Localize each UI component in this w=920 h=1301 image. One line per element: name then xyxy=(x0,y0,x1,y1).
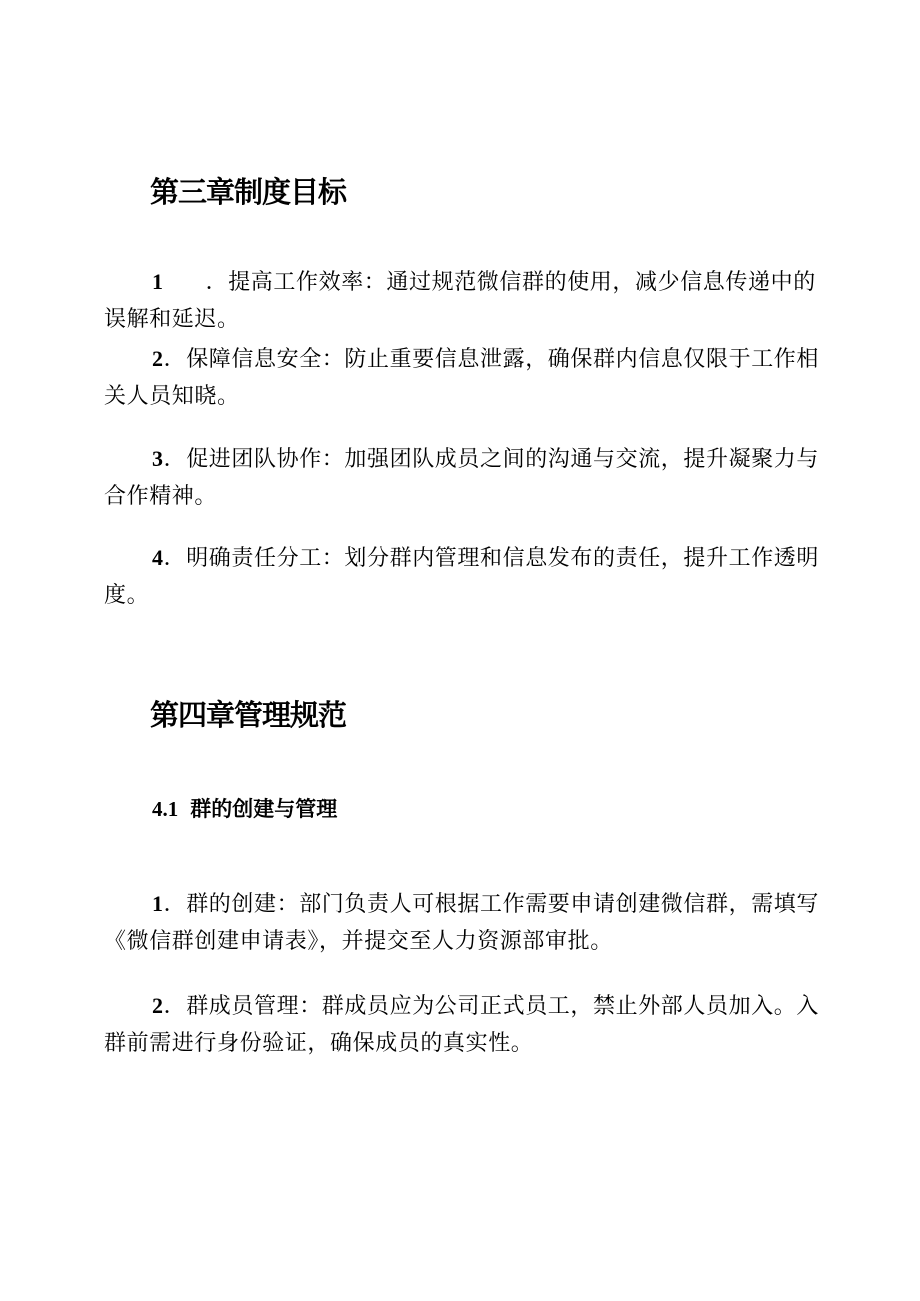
chapter-3-title: 第三章制度目标 xyxy=(150,175,347,209)
item-text: ．促进团队协作：加强团队成员之间的沟通与交流，提升凝聚力与合作精神。 xyxy=(104,447,820,509)
section-title: 群的创建与管理 xyxy=(190,796,338,821)
item-text: ．提高工作效率：通过规范微信群的使用，减少信息传递中的误解和延迟。 xyxy=(104,270,816,332)
item-number: 1 xyxy=(152,891,164,916)
section-4-1-heading xyxy=(152,794,337,824)
chapter-3-item-1 xyxy=(104,263,824,338)
chapter-4-item-1 xyxy=(104,885,824,960)
item-text: ．群成员管理：群成员应为公司正式员工，禁止外部人员加入。入群前需进行身份验证，确保成员的真实性。 xyxy=(104,994,820,1056)
item-number: 2 xyxy=(152,993,164,1018)
item-text: ．群的创建：部门负责人可根据工作需要申请创建微信群，需填写《微信群创建申请表》，并提交至人力资源部审批。 xyxy=(104,892,820,954)
chapter-3-item-4 xyxy=(104,539,824,614)
chapter-4-item-2 xyxy=(104,987,824,1062)
item-number: 2 xyxy=(152,346,164,371)
chapter-4-title: 第四章管理规范 xyxy=(150,698,347,732)
item-number: 4 xyxy=(152,545,164,570)
chapter-3-item-2 xyxy=(104,340,824,415)
item-number: 3 xyxy=(152,446,164,471)
section-number: 4.1 xyxy=(152,797,179,821)
item-text: ．保障信息安全：防止重要信息泄露，确保群内信息仅限于工作相关人员知晓。 xyxy=(104,347,820,409)
item-number: 1 xyxy=(152,269,164,294)
item-text: ．明确责任分工：划分群内管理和信息发布的责任，提升工作透明度。 xyxy=(104,546,820,608)
chapter-3-item-3 xyxy=(104,440,824,515)
